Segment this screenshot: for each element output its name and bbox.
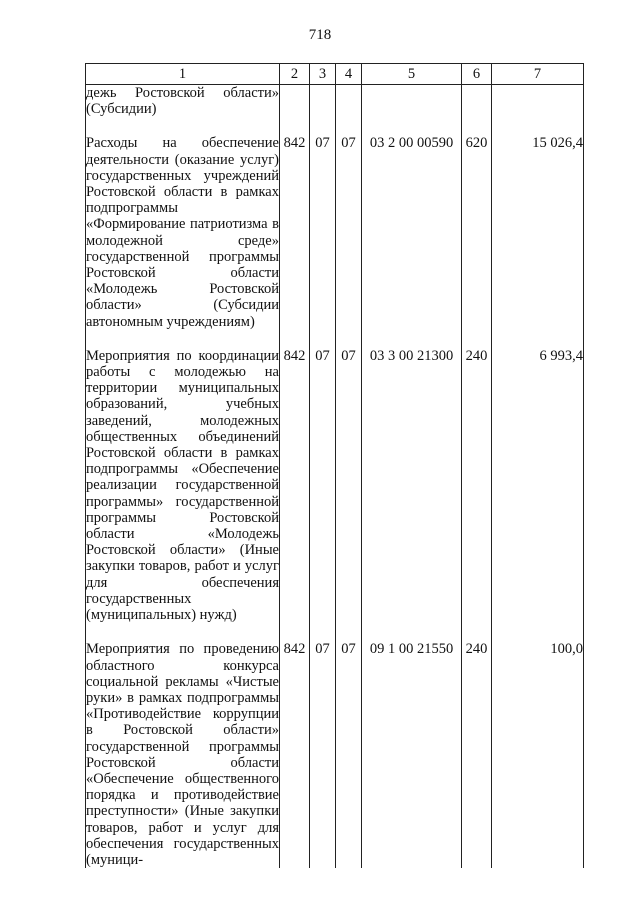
row-expense-type: 620 — [462, 117, 492, 329]
row-expense-type: 240 — [462, 330, 492, 623]
row-ministry: 842 — [280, 117, 310, 329]
table-row — [86, 117, 584, 329]
column-header-2: 2 — [280, 64, 310, 85]
budget-table — [85, 63, 584, 868]
row-description: Мероприятия по проведению областного конкурса социальной рекламы «Чистые руки» в рамках подпрограммы «Противодействие коррупции в Ростовской области» государственной программы Ростовской области «Обеспечение общественного порядка и противодействие преступности» (Иные закупки товаров, работ и услуг для обеспечения государственных (муници- — [86, 623, 280, 868]
row-target-article: 09 1 00 21550 — [362, 623, 462, 868]
row-subsection — [336, 85, 362, 118]
row-ministry: 842 — [280, 623, 310, 868]
row-expense-type: 240 — [462, 623, 492, 868]
row-description: Расходы на обеспечение деятельности (оказание услуг) государственных учреждений Ростовской области в рамках подпрограммы «Формирование патриотизма в молодежной среде» государственной программы Ростовской области «Молодежь Ростовской области» (Субсидии автономным учреждениям) — [86, 117, 280, 329]
row-ministry: 842 — [280, 330, 310, 623]
row-subsection: 07 — [336, 117, 362, 329]
row-ministry — [280, 85, 310, 118]
column-header-3: 3 — [310, 64, 336, 85]
column-header-7: 7 — [492, 64, 584, 85]
row-amount: 15 026,4 — [492, 117, 584, 329]
row-section: 07 — [310, 117, 336, 329]
table-row — [86, 330, 584, 623]
row-target-article: 03 2 00 00590 — [362, 117, 462, 329]
row-section — [310, 85, 336, 118]
row-description: Мероприятия по координации работы с молодежью на территории муниципальных образований, учебных заведений, молодежных общественных объединений Ростовской области в рамках подпрограммы «Обеспечение реализации государственной программы» государственной программы Ростовской области «Молодежь Ростовской области» (Иные закупки товаров, работ и услуг для обеспечения государственных (муниципальных) нужд) — [86, 330, 280, 623]
row-subsection: 07 — [336, 623, 362, 868]
column-header-1: 1 — [86, 64, 280, 85]
row-expense-type — [462, 85, 492, 118]
row-amount — [492, 85, 584, 118]
column-header-4: 4 — [336, 64, 362, 85]
page-number: 718 — [308, 27, 332, 43]
table-header-row — [86, 64, 584, 85]
table-row — [86, 85, 584, 118]
row-section: 07 — [310, 330, 336, 623]
row-section: 07 — [310, 623, 336, 868]
row-amount: 100,0 — [492, 623, 584, 868]
row-target-article — [362, 85, 462, 118]
column-header-5: 5 — [362, 64, 462, 85]
column-header-6: 6 — [462, 64, 492, 85]
row-amount: 6 993,4 — [492, 330, 584, 623]
table-row — [86, 623, 584, 868]
row-target-article: 03 3 00 21300 — [362, 330, 462, 623]
row-description: дежь Ростовской области» (Субсидии) — [86, 85, 279, 118]
row-subsection: 07 — [336, 330, 362, 623]
